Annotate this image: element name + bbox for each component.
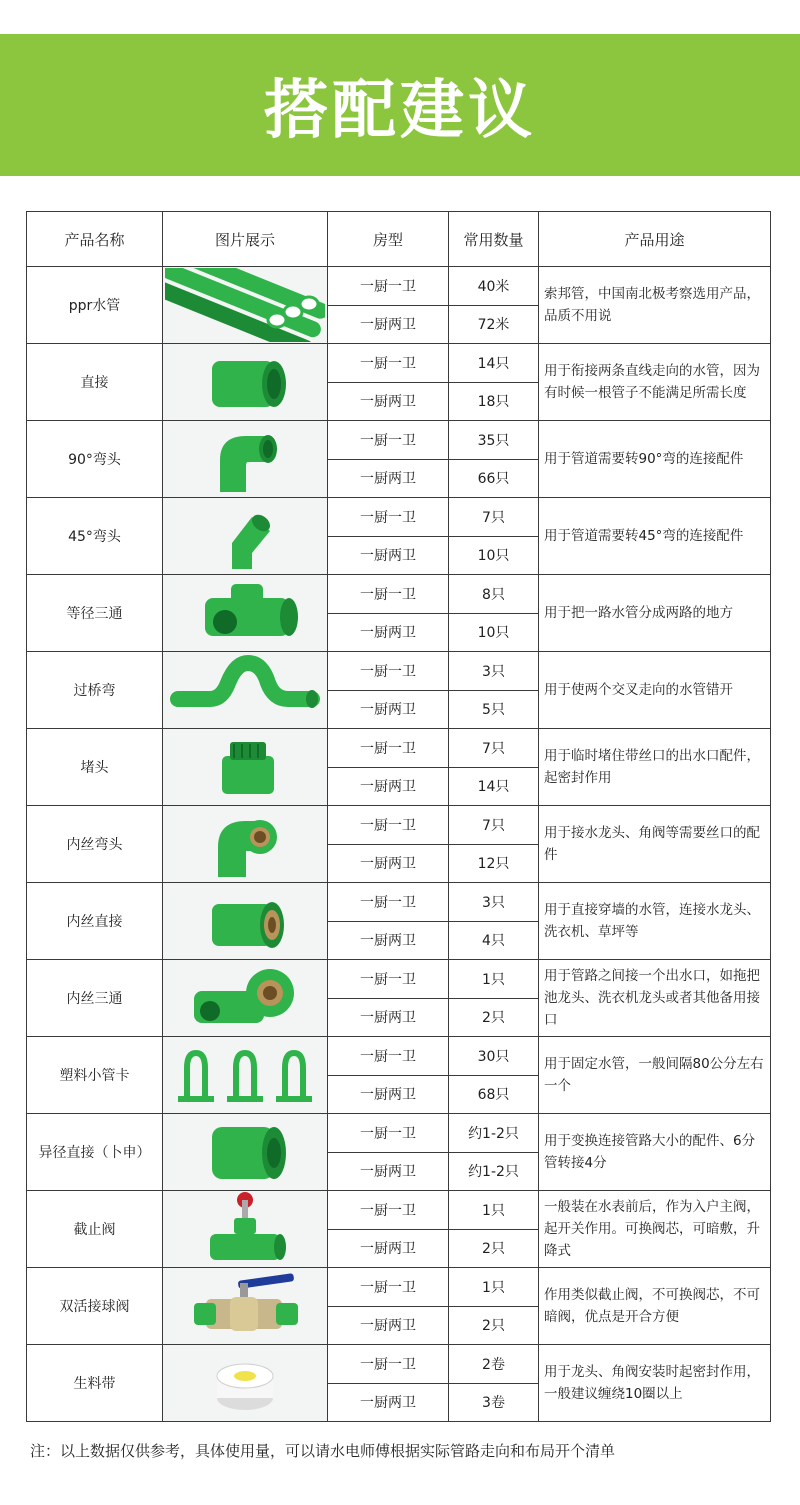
- page-title: 搭配建议: [264, 74, 536, 148]
- product-image: [163, 1345, 328, 1422]
- product-usage: 用于临时堵住带丝口的出水口配件，起密封作用: [539, 729, 771, 806]
- product-usage: 索邦管，中国南北极考察选用产品，品质不用说: [539, 267, 771, 344]
- product-usage: 用于管道需要转90°弯的连接配件: [539, 421, 771, 498]
- table-row: [27, 1345, 771, 1384]
- product-usage: 作用类似截止阀，不可换阀芯，不可暗阀，优点是开合方便: [539, 1268, 771, 1345]
- room-type: 一厨两卫: [328, 1383, 449, 1422]
- room-type: 一厨两卫: [328, 613, 449, 652]
- product-image: [163, 1191, 328, 1268]
- quantity: 8只: [449, 575, 539, 614]
- ptfe-tape-icon: [163, 1346, 327, 1420]
- table-header-row: [27, 212, 771, 267]
- threaded-tee-icon: [163, 961, 327, 1035]
- product-image: [163, 267, 328, 344]
- product-name: 过桥弯: [27, 652, 163, 729]
- quantity: 7只: [449, 498, 539, 537]
- product-name: 塑料小管卡: [27, 1037, 163, 1114]
- room-type: 一厨一卫: [328, 806, 449, 845]
- quantity: 40米: [449, 267, 539, 306]
- table-row: [27, 575, 771, 614]
- room-type: 一厨两卫: [328, 690, 449, 729]
- room-type: 一厨两卫: [328, 382, 449, 421]
- table-row: [27, 1191, 771, 1230]
- product-usage: 用于变换连接管路大小的配件、6分管转接4分: [539, 1114, 771, 1191]
- title-banner: [0, 34, 800, 176]
- quantity: 14只: [449, 767, 539, 806]
- quantity: 1只: [449, 1191, 539, 1230]
- quantity: 30只: [449, 1037, 539, 1076]
- table-row: [27, 1114, 771, 1153]
- quantity: 35只: [449, 421, 539, 460]
- quantity: 1只: [449, 1268, 539, 1307]
- product-usage: 用于衔接两条直线走向的水管，因为有时候一根管子不能满足所需长度: [539, 344, 771, 421]
- quantity: 68只: [449, 1075, 539, 1114]
- plug-icon: [163, 730, 327, 804]
- room-type: 一厨一卫: [328, 960, 449, 999]
- table-row: [27, 652, 771, 691]
- product-image: [163, 883, 328, 960]
- product-image: [163, 498, 328, 575]
- table-row: [27, 729, 771, 768]
- room-type: 一厨一卫: [328, 344, 449, 383]
- room-type: 一厨两卫: [328, 767, 449, 806]
- product-image: [163, 960, 328, 1037]
- room-type: 一厨一卫: [328, 883, 449, 922]
- quantity: 5只: [449, 690, 539, 729]
- quantity: 2只: [449, 1229, 539, 1268]
- quantity: 4只: [449, 921, 539, 960]
- quantity: 约1-2只: [449, 1114, 539, 1153]
- room-type: 一厨两卫: [328, 1229, 449, 1268]
- product-usage: 用于固定水管，一般间隔80公分左右一个: [539, 1037, 771, 1114]
- equal-tee-icon: [163, 576, 327, 650]
- header-room-type: 房型: [328, 212, 449, 267]
- table-row: [27, 421, 771, 460]
- threaded-coupling-icon: [163, 884, 327, 958]
- threaded-elbow-icon: [163, 807, 327, 881]
- quantity: 10只: [449, 613, 539, 652]
- product-name: 等径三通: [27, 575, 163, 652]
- product-usage: 用于使两个交叉走向的水管错开: [539, 652, 771, 729]
- product-name: 内丝弯头: [27, 806, 163, 883]
- product-image: [163, 806, 328, 883]
- room-type: 一厨一卫: [328, 1114, 449, 1153]
- elbow-45-icon: [163, 499, 327, 573]
- stop-valve-icon: [163, 1192, 327, 1266]
- product-usage: 用于接水龙头、角阀等需要丝口的配件: [539, 806, 771, 883]
- quantity: 3只: [449, 883, 539, 922]
- header-picture: 图片展示: [163, 212, 328, 267]
- room-type: 一厨一卫: [328, 729, 449, 768]
- room-type: 一厨两卫: [328, 305, 449, 344]
- product-name: 45°弯头: [27, 498, 163, 575]
- table-row: [27, 960, 771, 999]
- quantity: 18只: [449, 382, 539, 421]
- product-name: 90°弯头: [27, 421, 163, 498]
- product-image: [163, 1037, 328, 1114]
- product-name: 截止阀: [27, 1191, 163, 1268]
- product-image: [163, 652, 328, 729]
- room-type: 一厨两卫: [328, 1075, 449, 1114]
- product-usage: 用于直接穿墙的水管，连接水龙头、洗衣机、草坪等: [539, 883, 771, 960]
- room-type: 一厨一卫: [328, 1191, 449, 1230]
- room-type: 一厨两卫: [328, 536, 449, 575]
- product-name: 直接: [27, 344, 163, 421]
- product-image: [163, 1114, 328, 1191]
- straight-coupling-icon: [163, 345, 327, 419]
- room-type: 一厨一卫: [328, 1345, 449, 1384]
- footnote: 注：以上数据仅供参考，具体使用量，可以请水电师傅根据实际管路走向和布局开个清单: [30, 1442, 616, 1460]
- room-type: 一厨一卫: [328, 498, 449, 537]
- header-quantity: 常用数量: [449, 212, 539, 267]
- product-image: [163, 1268, 328, 1345]
- pipe-clip-icon: [163, 1038, 327, 1112]
- product-usage: 用于龙头、角阀安装时起密封作用，一般建议缠绕10圈以上: [539, 1345, 771, 1422]
- room-type: 一厨一卫: [328, 1037, 449, 1076]
- room-type: 一厨一卫: [328, 575, 449, 614]
- product-name: ppr水管: [27, 267, 163, 344]
- product-image: [163, 421, 328, 498]
- table-row: [27, 883, 771, 922]
- quantity: 约1-2只: [449, 1152, 539, 1191]
- quantity: 3卷: [449, 1383, 539, 1422]
- table-row: [27, 1037, 771, 1076]
- table-row: [27, 806, 771, 845]
- quantity: 1只: [449, 960, 539, 999]
- product-usage: 用于管路之间接一个出水口，如拖把池龙头、洗衣机龙头或者其他备用接口: [539, 960, 771, 1037]
- product-name: 异径直接（卜申）: [27, 1114, 163, 1191]
- product-name: 堵头: [27, 729, 163, 806]
- bridge-bend-icon: [163, 653, 327, 727]
- quantity: 2卷: [449, 1345, 539, 1384]
- elbow-90-icon: [163, 422, 327, 496]
- quantity: 7只: [449, 806, 539, 845]
- product-usage: 用于把一路水管分成两路的地方: [539, 575, 771, 652]
- product-image: [163, 729, 328, 806]
- quantity: 7只: [449, 729, 539, 768]
- quantity: 3只: [449, 652, 539, 691]
- room-type: 一厨两卫: [328, 459, 449, 498]
- product-image: [163, 575, 328, 652]
- quantity: 10只: [449, 536, 539, 575]
- room-type: 一厨两卫: [328, 921, 449, 960]
- header-usage: 产品用途: [539, 212, 771, 267]
- product-usage: 一般装在水表前后，作为入户主阀，起开关作用。可换阀芯，可暗敷，升降式: [539, 1191, 771, 1268]
- quantity: 2只: [449, 1306, 539, 1345]
- reducer-icon: [163, 1115, 327, 1189]
- room-type: 一厨一卫: [328, 421, 449, 460]
- table-row: [27, 267, 771, 306]
- product-name: 双活接球阀: [27, 1268, 163, 1345]
- product-name: 内丝直接: [27, 883, 163, 960]
- room-type: 一厨两卫: [328, 1152, 449, 1191]
- ball-valve-icon: [163, 1269, 327, 1343]
- table-row: [27, 1268, 771, 1307]
- room-type: 一厨两卫: [328, 844, 449, 883]
- quantity: 72米: [449, 305, 539, 344]
- quantity: 2只: [449, 998, 539, 1037]
- product-name: 内丝三通: [27, 960, 163, 1037]
- room-type: 一厨一卫: [328, 652, 449, 691]
- table-row: [27, 344, 771, 383]
- product-usage: 用于管道需要转45°弯的连接配件: [539, 498, 771, 575]
- ppr-pipe-icon: [163, 268, 327, 342]
- quantity: 14只: [449, 344, 539, 383]
- product-table: [26, 211, 771, 1422]
- table-row: [27, 498, 771, 537]
- quantity: 12只: [449, 844, 539, 883]
- header-product-name: 产品名称: [27, 212, 163, 267]
- room-type: 一厨一卫: [328, 1268, 449, 1307]
- quantity: 66只: [449, 459, 539, 498]
- room-type: 一厨两卫: [328, 998, 449, 1037]
- product-image: [163, 344, 328, 421]
- product-name: 生料带: [27, 1345, 163, 1422]
- room-type: 一厨两卫: [328, 1306, 449, 1345]
- room-type: 一厨一卫: [328, 267, 449, 306]
